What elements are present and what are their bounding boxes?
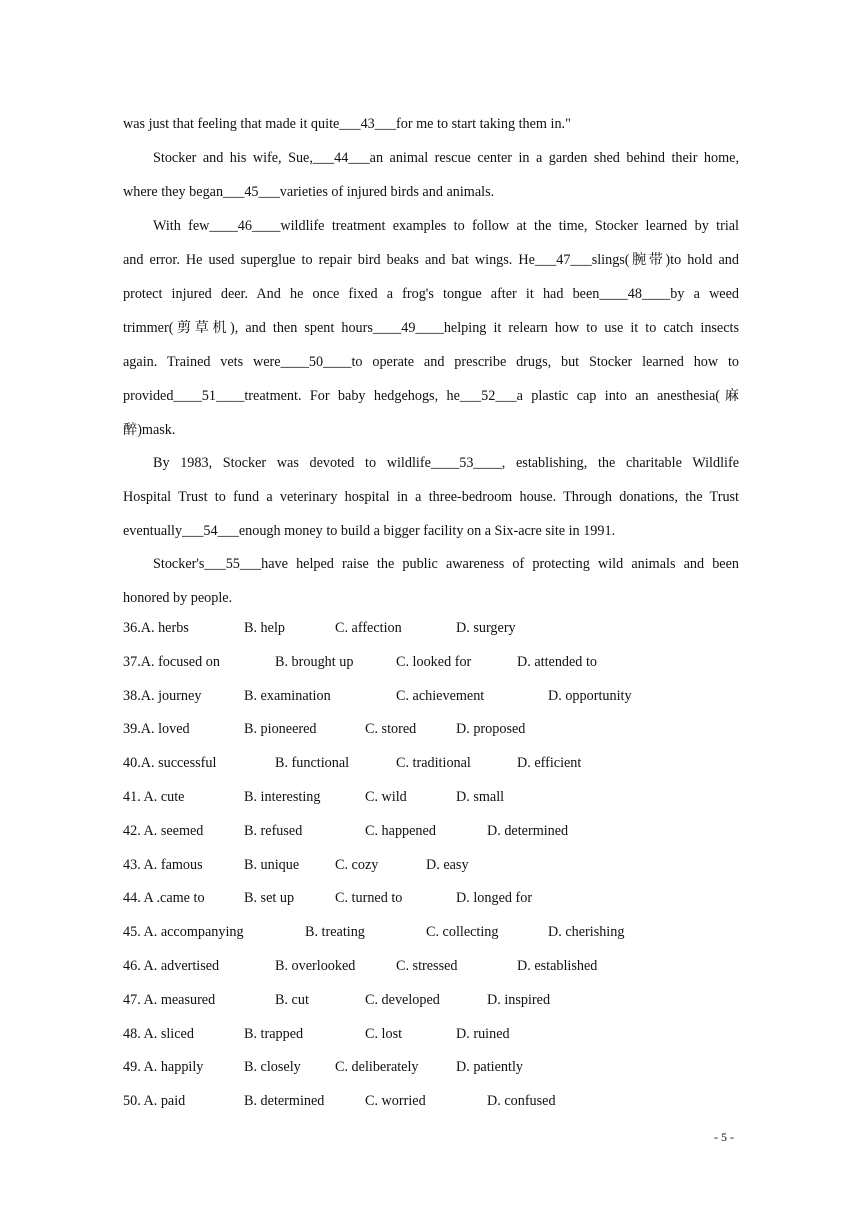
option-c: C. traditional bbox=[396, 755, 471, 772]
option-c: C. turned to bbox=[335, 890, 403, 907]
question-number-and-option-a bbox=[123, 721, 190, 738]
option-c: C. deliberately bbox=[335, 1059, 419, 1076]
passage-line-text: By 1983, Stocker was devoted to wildlife____53____, establishing, the charitable Wildlife bbox=[153, 455, 739, 471]
option-c: C. cozy bbox=[335, 856, 379, 873]
question-number: 41. bbox=[123, 789, 144, 805]
page-number: - 5 - bbox=[714, 1130, 734, 1144]
passage-line bbox=[123, 176, 739, 210]
passage-line-text: again. Trained vets were____50____to operate and prescribe drugs, but Stocker learned how to bbox=[123, 354, 739, 370]
passage-line-text: and error. He used superglue to repair bird beaks and bat wings. He___47___slings(腕带)to hold and bbox=[123, 252, 739, 268]
option-d: D. ruined bbox=[456, 1025, 510, 1042]
question-number-and-option-a bbox=[123, 890, 205, 907]
option-a: A. loved bbox=[140, 721, 190, 738]
option-a: A. sliced bbox=[143, 1025, 194, 1042]
option-d: D. proposed bbox=[456, 721, 526, 738]
question-number-and-option-a bbox=[123, 1093, 185, 1110]
option-c: C. stressed bbox=[396, 958, 458, 974]
passage-line-text: protect injured deer. And he once fixed a frog's tongue after it had been____48____by a weed bbox=[123, 286, 739, 302]
option-d: D. established bbox=[517, 958, 598, 974]
option-a: A. focused on bbox=[140, 653, 220, 670]
option-b: B. closely bbox=[244, 1059, 301, 1076]
option-d: D. patiently bbox=[456, 1059, 523, 1076]
option-b: B. trapped bbox=[244, 1025, 304, 1042]
option-b: B. examination bbox=[244, 687, 331, 704]
passage-line-text: eventually___54___enough money to build a bigger facility on a Six-acre site in 1991. bbox=[123, 523, 616, 539]
option-a: A. herbs bbox=[140, 620, 189, 636]
option-b: B. help bbox=[244, 620, 285, 636]
passage-line bbox=[123, 515, 739, 549]
question-number-and-option-a bbox=[123, 958, 219, 975]
option-d: D. cherishing bbox=[548, 924, 625, 941]
passage-line bbox=[123, 244, 739, 278]
question-number-and-option-a bbox=[123, 857, 203, 874]
option-d: D. attended to bbox=[517, 653, 597, 670]
question-number: 45. bbox=[123, 924, 144, 941]
passage-line-text: Stocker's___55___have helped raise the public awareness of protecting wild animals and been bbox=[153, 556, 739, 572]
option-a: A. successful bbox=[140, 755, 217, 772]
question-number-and-option-a bbox=[123, 924, 244, 941]
question-number: 38. bbox=[123, 687, 141, 704]
option-d: D. easy bbox=[426, 856, 469, 873]
passage-line-text: Hospital Trust to fund a veterinary hospital in a three-bedroom house. Through donations, the Trust bbox=[123, 489, 739, 505]
option-a: A. advertised bbox=[143, 958, 220, 974]
question-number: 39. bbox=[123, 721, 141, 738]
passage-line bbox=[123, 481, 739, 515]
option-b: B. overlooked bbox=[275, 958, 356, 974]
option-a: A. journey bbox=[140, 687, 202, 704]
passage-line bbox=[123, 548, 739, 582]
passage-line-text: was just that feeling that made it quite___43___for me to start taking them in." bbox=[123, 116, 571, 132]
question-number: 37. bbox=[123, 653, 141, 670]
option-a: A. paid bbox=[143, 1093, 186, 1110]
passage-line bbox=[123, 210, 739, 244]
option-a: A. cute bbox=[143, 789, 185, 805]
option-c: C. lost bbox=[365, 1025, 403, 1042]
option-d: D. inspired bbox=[487, 991, 551, 1008]
option-b: B. unique bbox=[244, 856, 300, 873]
passage-line bbox=[123, 108, 739, 142]
question-number: 42. bbox=[123, 822, 144, 839]
question-number: 50. bbox=[123, 1093, 144, 1110]
passage-line-text: where they began___45___varieties of injured birds and animals. bbox=[123, 184, 495, 200]
option-a: A. famous bbox=[143, 856, 203, 873]
passage-line bbox=[123, 278, 739, 312]
option-c: C. developed bbox=[365, 991, 440, 1008]
question-number-and-option-a bbox=[123, 620, 189, 637]
option-a: A. accompanying bbox=[143, 924, 244, 941]
option-a: A. seemed bbox=[143, 822, 204, 839]
question-number-and-option-a bbox=[123, 654, 220, 671]
question-number: 49. bbox=[123, 1059, 144, 1076]
passage-line bbox=[123, 142, 739, 176]
option-a: A. measured bbox=[143, 991, 216, 1008]
option-b: B. cut bbox=[275, 991, 309, 1008]
question-number-and-option-a bbox=[123, 1059, 203, 1076]
passage-line-text: Stocker and his wife, Sue,___44___an animal rescue center in a garden shed behind their home, bbox=[153, 150, 739, 166]
passage-line bbox=[123, 346, 739, 380]
passage-line-text: provided____51____treatment. For baby hedgehogs, he___52___a plastic cap into an anesthesia(麻 bbox=[123, 388, 739, 404]
question-number: 43. bbox=[123, 856, 144, 873]
passage-line bbox=[123, 582, 739, 616]
passage-line bbox=[123, 414, 739, 448]
question-number-and-option-a bbox=[123, 755, 216, 772]
question-number: 40. bbox=[123, 755, 141, 772]
passage-line bbox=[123, 312, 739, 346]
option-c: C. stored bbox=[365, 721, 417, 738]
passage-line-text: With few____46____wildlife treatment examples to follow at the time, Stocker learned by trial bbox=[153, 218, 739, 234]
option-b: B. functional bbox=[275, 755, 350, 772]
option-c: C. wild bbox=[365, 789, 407, 805]
option-d: D. longed for bbox=[456, 890, 533, 907]
question-number: 44. bbox=[123, 890, 144, 907]
option-b: B. pioneered bbox=[244, 721, 317, 738]
question-number-and-option-a bbox=[123, 789, 184, 806]
option-c: C. happened bbox=[365, 822, 436, 839]
question-number: 47. bbox=[123, 991, 144, 1008]
question-number: 36. bbox=[123, 620, 141, 636]
option-c: C. collecting bbox=[426, 924, 499, 941]
passage-line-text: 醉)mask. bbox=[123, 422, 176, 438]
option-d: D. confused bbox=[487, 1093, 556, 1110]
question-number-and-option-a bbox=[123, 823, 203, 840]
option-c: C. worried bbox=[365, 1093, 426, 1110]
option-b: B. determined bbox=[244, 1093, 325, 1110]
passage-line bbox=[123, 380, 739, 414]
question-number-and-option-a bbox=[123, 1026, 194, 1043]
option-b: B. refused bbox=[244, 822, 303, 839]
option-c: C. looked for bbox=[396, 653, 472, 670]
option-b: B. brought up bbox=[275, 653, 354, 670]
option-a: A .came to bbox=[143, 890, 205, 907]
option-b: B. set up bbox=[244, 890, 295, 907]
option-d: D. opportunity bbox=[548, 687, 632, 704]
option-a: A. happily bbox=[143, 1059, 204, 1076]
question-number: 48. bbox=[123, 1025, 144, 1042]
option-d: D. determined bbox=[487, 822, 569, 839]
passage-line bbox=[123, 447, 739, 481]
question-number-and-option-a bbox=[123, 992, 215, 1009]
question-number: 46. bbox=[123, 958, 144, 974]
option-c: C. achievement bbox=[396, 687, 485, 704]
passage-line-text: honored by people. bbox=[123, 590, 233, 606]
option-d: D. efficient bbox=[517, 755, 582, 772]
option-b: B. treating bbox=[305, 924, 365, 941]
option-d: D. small bbox=[456, 789, 505, 805]
question-number-and-option-a bbox=[123, 688, 201, 705]
option-c: C. affection bbox=[335, 620, 402, 636]
option-d: D. surgery bbox=[456, 620, 516, 636]
passage-line-text: trimmer(剪草机), and then spent hours____49____helping it relearn how to use it to catch insects bbox=[123, 320, 739, 336]
option-b: B. interesting bbox=[244, 789, 321, 805]
